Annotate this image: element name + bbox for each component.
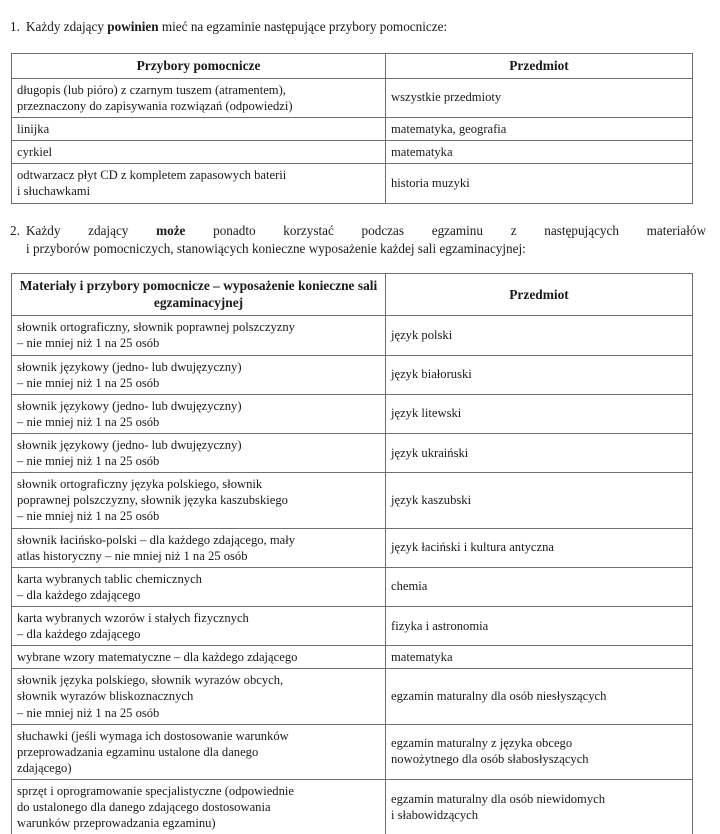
table-przybory-pomocnicze <box>11 53 693 204</box>
table-cell-item-line: przeznaczony do zapisywania rozwiązań (odpowiedzi) <box>17 99 293 113</box>
table-cell-subject-line: historia muzyki <box>391 175 470 190</box>
table-cell-subject <box>386 724 693 779</box>
table-cell-item <box>12 433 386 472</box>
table-cell-item <box>12 567 386 606</box>
table-cell-subject-line: język białoruski <box>391 367 472 382</box>
table-2-header-col-1-line-1: Materiały i przybory pomocnicze <box>19 278 210 294</box>
table-cell-item-line: słownik językowy (jedno- lub dwujęzyczny) <box>17 437 242 452</box>
table-2-header-col-1-line-2: – wyposażenie konieczne sali egzaminacyjnej <box>153 278 378 311</box>
table-cell-subject <box>386 141 693 164</box>
table-cell-item-line: karta wybranych wzorów i stałych fizycznych <box>17 610 249 625</box>
table-cell-item-line: słownik ortograficzny, słownik poprawnej polszczyzny <box>17 320 295 335</box>
section-2-number: 2. <box>10 222 20 238</box>
section-1-intro-text <box>26 18 720 37</box>
table-cell-item <box>12 724 386 779</box>
table-cell-subject <box>386 606 693 645</box>
table-cell-item-line: słownik językowy (jedno- lub dwujęzyczny) <box>17 398 242 413</box>
table-cell-item-line: wybrane wzory matematyczne – dla każdego zdającego <box>17 650 298 665</box>
table-cell-subject <box>386 567 693 606</box>
table-cell-subject-line: matematyka, geografia <box>391 121 507 136</box>
table-row <box>12 316 693 355</box>
spacer-before-table-2 <box>0 259 720 273</box>
table-cell-item-line: cyrkiel <box>17 145 52 160</box>
table-cell-subject <box>386 528 693 567</box>
table-cell-subject <box>386 779 693 834</box>
table-row <box>12 394 693 433</box>
table-cell-item-line: słuchawki (jeśli wymaga ich dostosowanie warunków <box>17 728 289 743</box>
table-cell-item-line: – dla każdego zdającego <box>17 627 141 642</box>
table-cell-subject-line: egzamin maturalny dla osób niesłyszących <box>391 688 607 703</box>
section-1-intro-line-1: Każdy zdający powinien mieć na egzaminie następujące przybory pomocnicze: <box>26 19 448 34</box>
table-cell-item-line: słownik łacińsko-polski – dla każdego zdającego, mały <box>17 532 296 547</box>
table-1-wrapper <box>0 53 720 204</box>
table-2-wrapper <box>0 273 720 834</box>
table-materialy-i-przybory <box>11 273 693 834</box>
section-2-intro <box>0 222 720 259</box>
table-cell-item-line: odtwarzacz płyt CD z kompletem zapasowych baterii <box>17 168 287 183</box>
table-cell-item <box>12 164 386 203</box>
table-cell-subject-line: chemia <box>391 579 428 594</box>
table-cell-item <box>12 394 386 433</box>
section-2-intro-text <box>26 222 720 259</box>
table-cell-item-line: do ustalonego dla danego zdającego dostosowania <box>17 800 271 815</box>
table-cell-subject <box>386 669 693 724</box>
table-cell-item <box>12 355 386 394</box>
table-cell-subject <box>386 473 693 528</box>
table-cell-subject <box>386 355 693 394</box>
table-cell-item-line: – nie mniej niż 1 na 25 osób <box>17 509 160 524</box>
table-2-header-row <box>12 274 693 316</box>
table-cell-item-line: atlas historyczny – nie mniej niż 1 na 25 osób <box>17 548 248 563</box>
table-cell-item-line: poprawnej polszczyzny, słownik języka kaszubskiego <box>17 493 288 508</box>
table-row <box>12 78 693 117</box>
table-cell-item-line: sprzęt i oprogramowanie specjalistyczne (odpowiednie <box>17 783 294 798</box>
table-row <box>12 164 693 203</box>
table-cell-subject-line: egzamin maturalny dla osób niewidomych <box>391 791 606 806</box>
table-row <box>12 669 693 724</box>
section-2-intro-line-1: Każdy zdający może ponadto korzystać podczas egzaminu z następujących materiałów <box>26 222 706 238</box>
table-row <box>12 606 693 645</box>
table-cell-item <box>12 669 386 724</box>
table-row <box>12 567 693 606</box>
table-cell-item <box>12 141 386 164</box>
table-2-body <box>12 316 693 834</box>
table-cell-item-line: warunków przeprowadzania egzaminu) <box>17 816 216 831</box>
table-cell-subject-line: egzamin maturalny z języka obcego <box>391 736 573 751</box>
table-cell-item-line: zdającego) <box>17 760 72 775</box>
table-cell-subject-line: i słabowidzących <box>391 807 479 822</box>
table-cell-subject <box>386 433 693 472</box>
table-row <box>12 473 693 528</box>
spacer-after-table-1 <box>0 204 720 222</box>
table-cell-subject <box>386 78 693 117</box>
section-1-intro <box>0 18 720 37</box>
table-cell-subject-line: język litewski <box>391 406 462 421</box>
table-cell-item-line: karta wybranych tablic chemicznych <box>17 571 202 586</box>
table-cell-subject <box>386 316 693 355</box>
table-cell-subject <box>386 646 693 669</box>
table-cell-subject-line: nowożytnego dla osób słabosłyszących <box>391 752 589 767</box>
table-cell-item-line: przeprowadzania egzaminu ustalone dla danego <box>17 744 259 759</box>
table-1-header-row <box>12 53 693 78</box>
section-2-intro-line-2: i przyborów pomocniczych, stanowiących konieczne wyposażenie każdej sali egzaminacyjnej: <box>26 241 526 257</box>
table-cell-subject-line: język ukraiński <box>391 445 469 460</box>
section-1-number: 1. <box>10 19 20 34</box>
top-spacer <box>0 0 720 18</box>
table-cell-item <box>12 528 386 567</box>
table-row <box>12 141 693 164</box>
table-cell-item-line: długopis (lub pióro) z czarnym tuszem (atramentem), <box>17 82 286 97</box>
table-cell-item-line: – nie mniej niż 1 na 25 osób <box>17 375 160 390</box>
table-cell-item <box>12 606 386 645</box>
table-cell-item-line: – nie mniej niż 1 na 25 osób <box>17 705 160 720</box>
table-row <box>12 779 693 834</box>
table-cell-subject-line: matematyka <box>391 144 453 159</box>
table-cell-item-line: linijka <box>17 122 50 137</box>
table-cell-item-line: – dla każdego zdającego <box>17 587 141 602</box>
table-cell-subject-line: wszystkie przedmioty <box>391 90 502 105</box>
table-cell-subject <box>386 164 693 203</box>
table-1-header-col-1: Przybory pomocnicze <box>12 53 386 78</box>
table-row <box>12 528 693 567</box>
table-cell-item <box>12 646 386 669</box>
table-cell-item <box>12 78 386 117</box>
table-row <box>12 433 693 472</box>
table-cell-subject <box>386 118 693 141</box>
table-cell-subject-line: język polski <box>391 327 453 342</box>
table-cell-item <box>12 779 386 834</box>
table-row <box>12 118 693 141</box>
table-cell-item <box>12 118 386 141</box>
table-row <box>12 724 693 779</box>
table-cell-item-line: słownik wyrazów bliskoznacznych <box>17 689 194 704</box>
table-1-header-col-2: Przedmiot <box>386 53 693 78</box>
table-cell-item-line: – nie mniej niż 1 na 25 osób <box>17 336 160 351</box>
table-2-header-col-2: Przedmiot <box>386 274 693 316</box>
table-cell-subject-line: język kaszubski <box>391 492 472 507</box>
table-row <box>12 646 693 669</box>
table-cell-item-line: i słuchawkami <box>17 184 91 199</box>
spacer-before-table-1 <box>0 37 720 53</box>
table-cell-item <box>12 316 386 355</box>
table-cell-item <box>12 473 386 528</box>
table-1-body <box>12 78 693 203</box>
table-cell-item-line: – nie mniej niż 1 na 25 osób <box>17 454 160 469</box>
table-cell-subject-line: język łaciński i kultura antyczna <box>391 540 554 555</box>
table-cell-subject-line: matematyka <box>391 649 453 664</box>
table-cell-item-line: słownik ortograficzny języka polskiego, słownik <box>17 477 263 492</box>
table-row <box>12 355 693 394</box>
table-cell-item-line: słownik języka polskiego, słownik wyrazów obcych, <box>17 673 284 688</box>
table-cell-item-line: – nie mniej niż 1 na 25 osób <box>17 414 160 429</box>
table-cell-item-line: słownik językowy (jedno- lub dwujęzyczny) <box>17 359 242 374</box>
table-cell-subject <box>386 394 693 433</box>
table-cell-subject-line: fizyka i astronomia <box>391 618 489 633</box>
table-2-header-col-1 <box>12 274 386 316</box>
